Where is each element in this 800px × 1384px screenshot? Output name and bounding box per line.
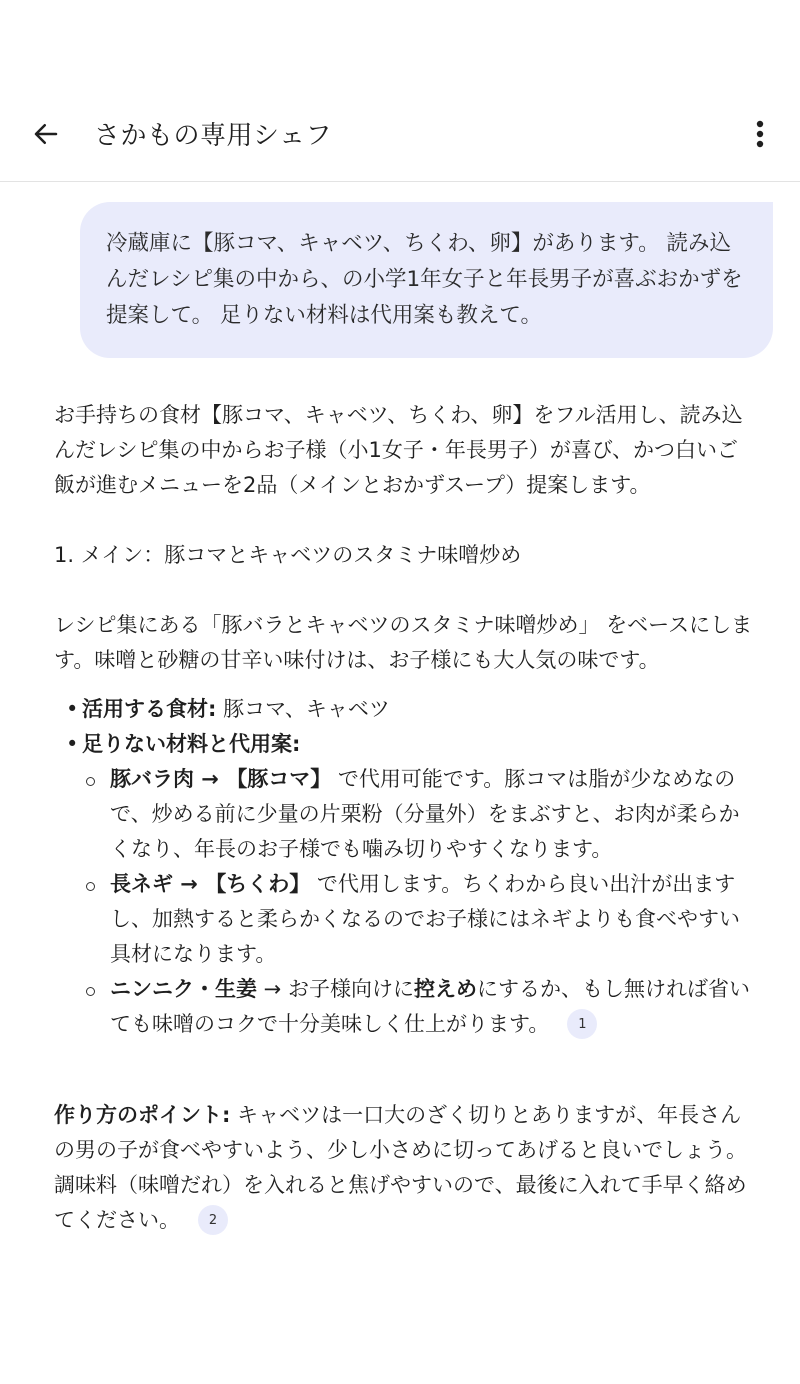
app-bar [0, 90, 800, 182]
substitution-list [54, 762, 754, 1042]
status-bar-area [0, 0, 800, 90]
sub-label: ニンニク・生姜 [110, 977, 257, 1001]
bullet-value: 豚コマ、キャベツ [216, 697, 390, 721]
reply-intro: お手持ちの食材【豚コマ、キャベツ、ちくわ、卵】をフル活用し、読み込んだレシピ集の中からお子様（小1女子・年長男子）が喜び、かつ白いご飯が進むメニューを2品（メインとおかずスープ）提案します。 [54, 403, 743, 497]
section-title: 1. メイン：豚コマとキャベツのスタミナ味噌炒め [54, 543, 522, 567]
cooking-tip [54, 1098, 754, 1238]
sub-text: で代用可能です。豚コマは脂が少なめなので、炒める前に少量の片栗粉（分量外）をまぶすと、お肉が柔らかくなり、年長のお子様でも噛み切りやすくなります。 [110, 767, 740, 861]
user-message-text: 冷蔵庫に【豚コマ、キャベツ、ちくわ、卵】があります。 読み込んだレシピ集の中から、の小学1年女子と年長男子が喜ぶおかずを提案して。 足りない材料は代用案も教えて。 [106, 231, 743, 328]
page-title: さかもの専用シェフ [94, 121, 332, 151]
sub-text: にするか、もし無ければ省いても味噌のコクで十分美味しく仕上がります。 [110, 977, 750, 1036]
list-item [54, 972, 754, 1042]
more-options-button[interactable] [740, 114, 780, 158]
ingredient-list [54, 692, 754, 1042]
assistant-reply [54, 398, 754, 1238]
sub-emphasis: 控えめ [413, 977, 477, 1001]
list-item [54, 692, 754, 727]
citation-badge[interactable]: 1 [567, 1009, 597, 1039]
list-item [54, 727, 754, 1042]
bullet-label: 足りない材料と代用案: [82, 732, 301, 756]
back-button[interactable] [24, 114, 68, 158]
sub-label: 豚バラ肉 → 【豚コマ】 [110, 767, 332, 791]
bullet-label: 活用する食材: [82, 697, 217, 721]
sub-text: → お子様向けに [257, 977, 414, 1001]
section-description: レシピ集にある「豚バラとキャベツのスタミナ味噌炒め」 をベースにします。味噌と砂糖の甘辛い味付けは、お子様にも大人気の味です。 [54, 613, 753, 672]
citation-badge[interactable]: 2 [198, 1205, 228, 1235]
sub-text: で代用します。ちくわから良い出汁が出ますし、加熱すると柔らかくなるのでお子様にはネギよりも食べやすい具材になります。 [110, 872, 740, 966]
more-vertical-icon [755, 119, 765, 153]
tip-label: 作り方のポイント: [54, 1103, 231, 1127]
list-item [54, 762, 754, 867]
tip-text: キャベツは一口大のざく切りとありますが、年長さんの男の子が食べやすいよう、少し小さめに切ってあげると良いでしょう。調味料（味噌だれ）を入れると焦げやすいので、最後に入れて手早く絡めてください。 [54, 1103, 747, 1232]
arrow-left-icon [31, 119, 61, 153]
list-item [54, 867, 754, 972]
user-message-bubble [80, 202, 773, 358]
sub-label: 長ネギ → 【ちくわ】 [110, 872, 311, 896]
